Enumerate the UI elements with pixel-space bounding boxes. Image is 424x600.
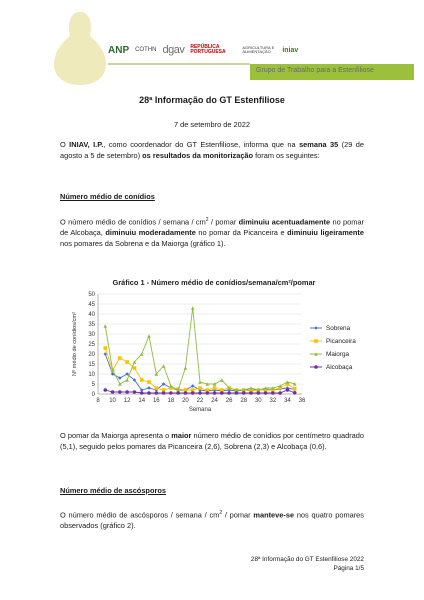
conidios-line-chart <box>64 276 364 416</box>
section1-text: O número médio de conídios / semana / cm <box>60 217 206 227</box>
data-point <box>133 366 137 370</box>
intro-week: semana 35 <box>299 140 339 149</box>
maiorga-paragraph <box>60 430 364 452</box>
y-tick-label: 25 <box>88 342 95 348</box>
superscript: 2 <box>205 217 209 223</box>
data-point <box>198 391 202 395</box>
data-point <box>118 356 122 360</box>
x-tick-label: 14 <box>138 398 146 404</box>
data-point <box>213 391 217 395</box>
data-point <box>191 391 195 395</box>
intro-text: O <box>60 140 70 149</box>
y-tick-label: 50 <box>88 292 95 298</box>
data-point <box>176 391 180 395</box>
paragraph2-bold: maior <box>171 431 192 440</box>
y-tick-label: 10 <box>88 372 95 378</box>
data-point <box>220 391 224 395</box>
intro-text: foram os seguintes: <box>253 151 320 160</box>
pear-logo <box>50 8 110 86</box>
data-point <box>264 391 268 395</box>
page-footer <box>251 556 364 573</box>
data-point <box>271 391 275 395</box>
dgav-logo: dgav <box>162 44 185 56</box>
y-tick-label: 15 <box>88 362 95 368</box>
data-point <box>103 388 107 392</box>
section2-text: nos quatro pomares observados (gráfico 2). <box>60 510 364 531</box>
data-point <box>103 346 107 350</box>
series-line-sobrena <box>105 354 294 391</box>
y-tick-label: 40 <box>88 312 95 318</box>
legend-label: Sobrena <box>326 325 351 333</box>
intro-org: INIAV, I.P. <box>69 140 104 149</box>
data-point <box>103 324 107 328</box>
paragraph2-text: O pomar da Maiorga apresenta o <box>60 431 172 440</box>
x-axis-label: Semana <box>188 407 212 413</box>
data-point <box>133 390 137 394</box>
section1-text: no pomar da Picanceira e <box>195 228 288 238</box>
data-point <box>293 387 297 391</box>
data-point <box>191 306 195 310</box>
y-tick-label: 30 <box>88 332 95 338</box>
footer-title: 28ª Informação do GT Estenfiliose 2022 <box>250 556 364 563</box>
x-tick-label: 34 <box>284 398 291 404</box>
x-tick-label: 30 <box>254 398 262 404</box>
data-point <box>191 384 195 388</box>
paragraph2-text: número médio de conídios por centímetro quadrado (5,1), seguido pelos pomares da Picanceira (2,6), Sobrena (2,3) e Alcobaça (0,6). <box>60 431 365 451</box>
series-line-maiorga <box>105 308 294 390</box>
data-point <box>169 391 173 395</box>
y-tick-label: 5 <box>91 382 95 388</box>
data-point <box>235 391 239 395</box>
data-point <box>140 391 144 395</box>
y-tick-label: 20 <box>88 352 95 358</box>
data-point <box>213 386 217 390</box>
republica-portuguesa-logo: REPÚBLICA PORTUGUESA <box>190 43 226 55</box>
x-tick-label: 26 <box>225 398 233 404</box>
section-heading-conidios: Número médio de conídios <box>60 192 155 201</box>
data-point <box>205 391 209 395</box>
agricultura-logo: AGRICULTURA E ALIMENTAÇÃO <box>242 44 275 54</box>
x-tick-label: 18 <box>167 398 175 404</box>
anp-logo: ANP <box>108 44 130 56</box>
x-tick-label: 36 <box>298 398 306 404</box>
section2-paragraph <box>60 508 364 531</box>
x-tick-label: 22 <box>196 398 204 404</box>
data-point <box>242 391 246 395</box>
data-point <box>140 378 144 382</box>
data-point <box>118 376 122 380</box>
x-tick-label: 8 <box>96 398 100 404</box>
superscript: 2 <box>219 510 223 516</box>
cothn-logo: COTHN <box>135 47 157 53</box>
data-point <box>162 391 166 395</box>
data-point <box>125 390 129 394</box>
y-axis-label: Nº médio de conídios/cm² <box>72 312 78 376</box>
data-point <box>249 391 253 395</box>
section2-text: O número médio de ascósporos / semana / cm <box>60 510 220 520</box>
section2-bold: manteve-se <box>253 510 295 520</box>
data-point <box>154 391 158 395</box>
y-tick-label: 35 <box>88 322 95 328</box>
data-point <box>118 390 122 394</box>
legend-label: Maiorga <box>326 351 350 359</box>
page-title: 28ª Informação do GT Estenfiliose <box>139 95 285 105</box>
intro-paragraph <box>60 139 364 161</box>
data-point <box>278 391 282 395</box>
data-point <box>314 326 318 330</box>
intro-text: , como coordenador do GT Estenfiliose, informa que na <box>103 140 300 149</box>
data-point <box>147 391 151 395</box>
x-tick-label: 32 <box>269 398 277 404</box>
data-point <box>314 339 318 343</box>
data-point <box>286 388 290 392</box>
data-point <box>154 386 158 390</box>
intro-text: (29 de agosto a 5 de setembro) <box>60 140 364 160</box>
chart-title: Gráfico 1 - Número médio de conídios/semana/cm²/pomar <box>112 278 316 287</box>
section1-bold: diminuiu ligeiramente <box>287 228 365 238</box>
data-point <box>293 391 297 395</box>
data-point <box>314 365 318 369</box>
section1-text: / pomar <box>208 217 239 227</box>
x-tick-label: 16 <box>152 398 160 404</box>
data-point <box>125 360 129 364</box>
data-point <box>256 391 260 395</box>
section1-text: no pomar de Alcobaça, <box>60 217 364 238</box>
page-number: Página 1/5 <box>333 564 364 572</box>
data-point <box>111 390 115 394</box>
y-tick-label: 0 <box>91 392 95 398</box>
section1-paragraph <box>60 215 364 249</box>
data-point <box>198 386 202 390</box>
legend-label: Picanceira <box>326 338 356 346</box>
section1-bold: diminuiu moderadamente <box>105 228 196 238</box>
iniav-logo: iniav <box>282 46 299 54</box>
x-tick-label: 12 <box>123 398 131 404</box>
partner-logos <box>108 38 408 62</box>
section1-text: nos pomares da Sobrena e da Maiorga (gráfico 1). <box>60 239 226 249</box>
intro-results: os resultados da monitorização <box>142 151 254 160</box>
section1-bold: diminuiu acentuadamente <box>238 217 331 227</box>
data-point <box>184 391 188 395</box>
data-point <box>169 384 173 388</box>
section2-text: / pomar <box>222 510 254 520</box>
data-point <box>147 386 151 390</box>
data-point <box>162 364 166 368</box>
data-point <box>184 366 188 370</box>
data-point <box>220 378 224 382</box>
y-tick-label: 45 <box>88 302 95 308</box>
data-point <box>147 334 151 338</box>
document-date: 7 de setembro de 2022 <box>173 120 250 129</box>
group-subtitle: Grupo de Trabalho para a Estenfiliose <box>256 67 374 74</box>
header-divider <box>108 63 250 65</box>
section-heading-ascosporos: Número médio de ascósporos <box>60 486 166 495</box>
data-point <box>125 378 129 382</box>
x-tick-label: 10 <box>109 398 116 404</box>
legend-label: Alcobaça <box>326 364 353 372</box>
x-tick-label: 24 <box>211 398 218 404</box>
data-point <box>227 391 231 395</box>
x-tick-label: 20 <box>182 398 189 404</box>
x-tick-label: 28 <box>240 398 248 404</box>
data-point <box>147 380 151 384</box>
